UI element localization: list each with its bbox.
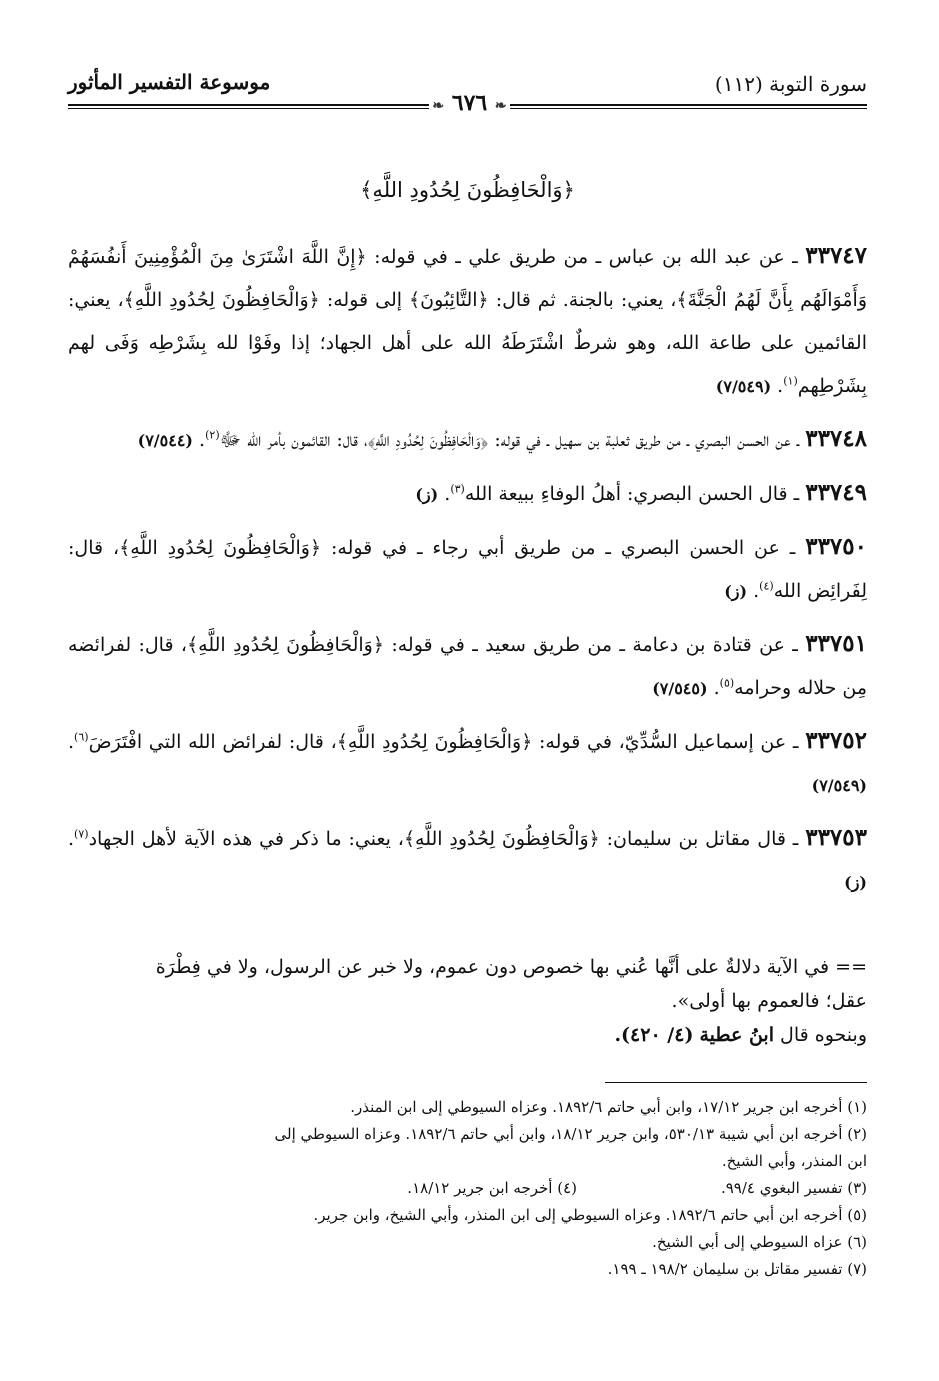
entry-reference: (ز): [844, 873, 867, 892]
footnote: (٥) أخرجه ابن أبي حاتم ١٨٩٢/٦. وعزاه السيوطي إلى ابن المنذر، وأبي الشيخ، وابن جرير.: [313, 1206, 867, 1224]
entry-text: ـ عن الحسن البصري ـ من طريق ثعلبة بن سهيل ـ في قوله: ﴿وَالْحَافِظُونَ لِحُدُودِ اللَّهِ﴾، قال: القائمون بأمر الله ﷻ: [219, 429, 800, 451]
entry-number: ٣٣٧٥٠: [805, 533, 867, 560]
footnote-separator: [605, 1082, 867, 1083]
entry-text: ـ عن إسماعيل السُّدِّيّ، في قوله: ﴿وَالْحَافِظُونَ لِحُدُودِ اللَّهِ﴾، قال: لفرائض الله التي افْتَرَضَ: [88, 731, 799, 753]
entry-number: ٣٣٧٤٧: [805, 242, 868, 269]
surah-name: سورة التوبة: [769, 72, 867, 96]
page-number-block: [400, 90, 539, 116]
footnote-marker[interactable]: (١): [783, 374, 798, 388]
footnote-marker[interactable]: (٢): [205, 428, 220, 442]
footnotes: [68, 1094, 867, 1283]
continued-commentary: [68, 950, 867, 1052]
entry: ٣٣٧٥٣ ـ قال مقاتل بن سليمان: ﴿وَالْحَافِظُونَ لِحُدُودِ اللَّهِ﴾، يعني: ما ذكر في هذه الآية لأهل الجهاد$^{(٧)}$. (ز): [68, 824, 867, 892]
commentary-line: [68, 1018, 867, 1052]
commentary-line: == في الآية دلالةٌ على أنَّها عُني بها خصوص دون عموم، ولا خبر عن الرسول، ولا في فِطْرَة: [155, 956, 867, 978]
footnote-pair: [68, 1175, 867, 1202]
entry-number: ٣٣٧٥٣: [805, 824, 867, 851]
footnote: (٧) تفسير مقاتل بن سليمان ١٩٨/٢ ـ ١٩٩.: [607, 1260, 867, 1278]
entry-reference: (ز): [724, 582, 748, 601]
entry-reference: (٧/٥٤٥): [652, 679, 708, 698]
footnote-continuation: ابن المنذر، وأبي الشيخ.: [721, 1152, 867, 1170]
entry-text: ـ عن الحسن البصري ـ من طريق أبي رجاء ـ في قوله: ﴿وَالْحَافِظُونَ لِحُدُودِ اللَّهِ﴾، قال: لِفَرائِض الله: [68, 537, 867, 602]
footnote: (١) أخرجه ابن جرير ١٧/١٢، وابن أبي حاتم ١٨٩٢/٦. وعزاه السيوطي إلى ابن المنذر.: [350, 1098, 867, 1116]
footnote-marker[interactable]: (٣): [450, 482, 465, 496]
commentary-prefix: وبنحوه قال: [780, 1024, 867, 1046]
entry: ٣٣٧٥٢ ـ عن إسماعيل السُّدِّيّ، في قوله: ﴿وَالْحَافِظُونَ لِحُدُودِ اللَّهِ﴾، قال: لفرائض الله التي افْتَرَضَ$^{(٦)}$. (٧/٥٤٩): [68, 727, 867, 795]
main-content: [68, 168, 867, 913]
entry-reference: (٧/٥٤٤): [137, 431, 193, 450]
header-rule-left: [68, 104, 429, 106]
entry-reference: (٧/٥٤٩): [811, 776, 867, 795]
footnote: (٣) تفسير البغوي ٩٩/٤.: [720, 1179, 867, 1197]
footnote: (٢) أخرجه ابن أبي شيبة ٥٣٠/١٣، وابن جرير ١٨/١٢، وابن أبي حاتم ١٨٩٢/٦. وعزاه السيوطي إلى: [274, 1125, 867, 1143]
entry: ٣٣٧٥٠ ـ عن الحسن البصري ـ من طريق أبي رجاء ـ في قوله: ﴿وَالْحَافِظُونَ لِحُدُودِ اللَّهِ﴾، قال: لِفَرائِض الله$^{(٤)}$. (ز): [68, 533, 867, 602]
commentary-reference: (٤/ ٤٢٠).: [614, 1024, 694, 1046]
entry-text: ـ عن عبد الله بن عباس ـ من طريق علي ـ في قوله: ﴿إِنَّ اللَّهَ اشْتَرَىٰ مِنَ الْمُؤْمِنِينَ أَنفُسَهُمْ وَأَمْوَالَهُم بِأَنَّ لَهُمُ الْجَنَّةَ﴾، يعني: بالجنة. ثم قال: ﴿التَّائِبُونَ﴾ إلى قوله: ﴿وَالْحَافِظُونَ لِحُدُودِ اللَّهِ﴾، يعني: القائمين على طاعة الله، وهو شرطٌ اشْتَرَطَهُ الله على أهل الجهاد؛ إذا وفَوْا لله بِشَرْطِه وَفَى لهم بِشَرْطِهم: [68, 246, 867, 397]
ornament-icon: ❧: [494, 98, 507, 114]
footnote-marker[interactable]: (٥): [719, 676, 735, 690]
running-header-book-title: موسوعة التفسير المأثور: [68, 70, 271, 94]
entry-text: ـ قال الحسن البصري: أهلُ الوفاءِ ببيعة الله: [464, 483, 800, 505]
footnote: (٤) أخرجه ابن جرير ١٨/١٢.: [407, 1179, 577, 1197]
entry: ٣٣٧٥١ ـ عن قتادة بن دعامة ـ من طريق سعيد ـ في قوله: ﴿وَالْحَافِظُونَ لِحُدُودِ اللَّهِ﴾، قال: لفرائضه مِن حلاله وحرامه$^{(٥)}$. (٧/٥٤٥): [68, 630, 867, 699]
footnote-marker[interactable]: (٤): [759, 579, 774, 593]
running-header-surah: [715, 72, 867, 96]
entry-number: ٣٣٧٤٩: [805, 479, 867, 506]
entry-reference: (٧/٥٤٩): [715, 377, 772, 396]
section-heading: ﴿وَالْحَافِظُونَ لِحُدُودِ اللَّهِ﴾: [360, 178, 575, 202]
entry-text: ـ عن قتادة بن دعامة ـ من طريق سعيد ـ في قوله: ﴿وَالْحَافِظُونَ لِحُدُودِ اللَّهِ﴾، قال: لفرائضه مِن حلاله وحرامه: [68, 634, 867, 699]
footnote-marker[interactable]: (٧): [74, 827, 89, 841]
commentary-line: عقل؛ فالعموم بها أولى».: [671, 990, 867, 1012]
commentary-author: ابنُ عطية: [699, 1024, 774, 1046]
entry-number: ٣٣٧٤٨: [805, 425, 867, 452]
entry: ٣٣٧٤٨ ـ عن الحسن البصري ـ من طريق ثعلبة بن سهيل ـ في قوله: ﴿وَالْحَافِظُونَ لِحُدُودِ اللَّهِ﴾، قال: القائمون بأمر الله ﷻ$^{(٢)}$. (٧/٥٤٤): [137, 425, 867, 452]
footnote: (٦) عزاه السيوطي إلى أبي الشيخ.: [652, 1233, 867, 1251]
entry-reference: (ز): [415, 485, 439, 504]
ornament-icon: ❧: [432, 98, 445, 114]
entry-text: ـ قال مقاتل بن سليمان: ﴿وَالْحَافِظُونَ لِحُدُودِ اللَّهِ﴾، يعني: ما ذكر في هذه الآية لأهل الجهاد: [88, 828, 799, 850]
entry: ٣٣٧٤٧ ـ عن عبد الله بن عباس ـ من طريق علي ـ في قوله: ﴿إِنَّ اللَّهَ اشْتَرَىٰ مِنَ الْمُؤْمِنِينَ أَنفُسَهُمْ وَأَمْوَالَهُم بِأَنَّ لَهُمُ الْجَنَّةَ﴾، يعني: بالجنة. ثم قال: ﴿التَّائِبُونَ﴾ إلى قوله: ﴿وَالْحَافِظُونَ لِحُدُودِ اللَّهِ﴾، يعني: القائمين على طاعة الله، وهو شرطٌ اشْتَرَطَهُ الله على أهل الجهاد؛ إذا وفَوْا لله بِشَرْطِه وَفَى لهم بِشَرْطِهم$^{(١)}$. (٧/٥٤٩): [68, 242, 868, 397]
entry-number: ٣٣٧٥٢: [805, 727, 867, 754]
entry-number: ٣٣٧٥١: [805, 630, 867, 657]
entry: ٣٣٧٤٩ ـ قال الحسن البصري: أهلُ الوفاءِ ببيعة الله$^{(٣)}$. (ز): [415, 479, 867, 506]
page-number: ٦٧٦: [451, 90, 488, 116]
header-rule-right: [510, 104, 867, 106]
verse-number: (١١٢): [714, 72, 763, 96]
footnote-marker[interactable]: (٦): [74, 730, 89, 744]
